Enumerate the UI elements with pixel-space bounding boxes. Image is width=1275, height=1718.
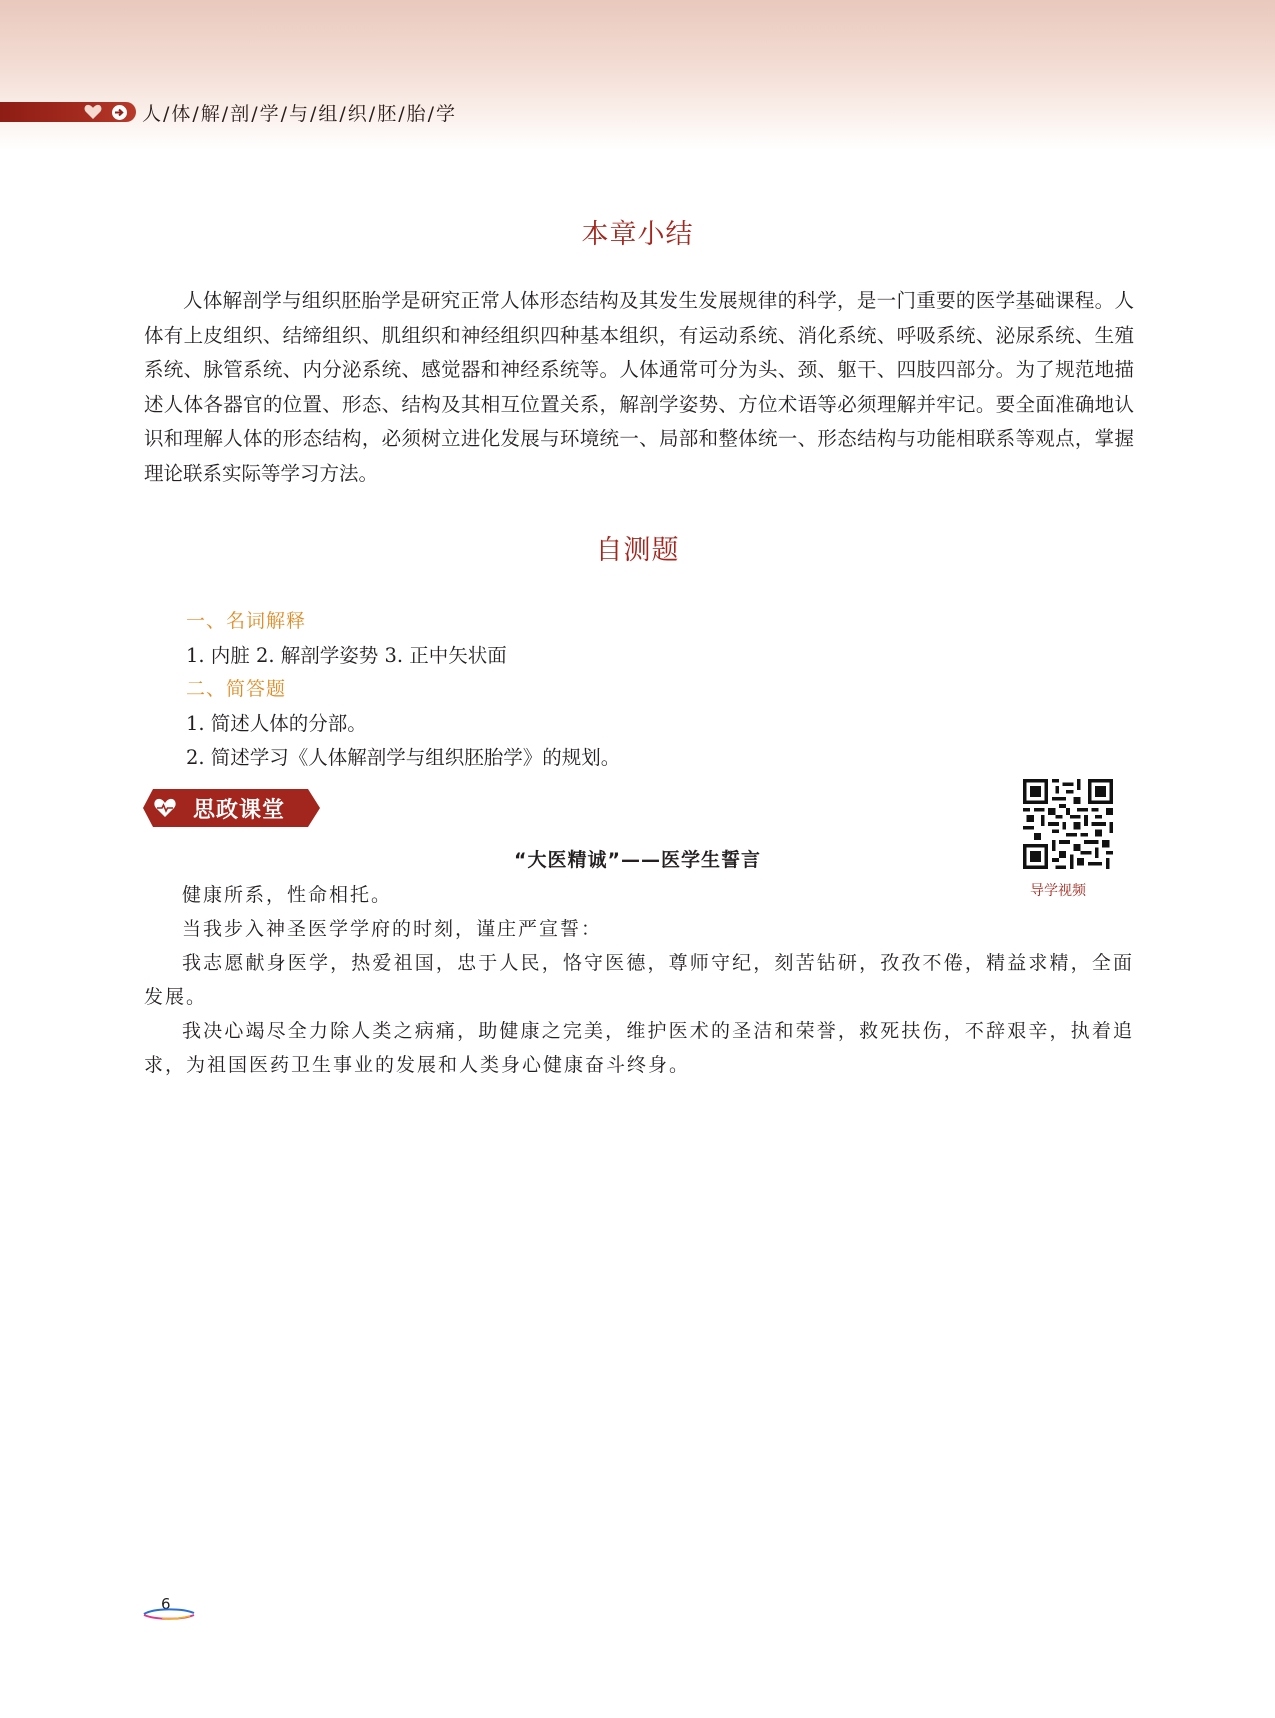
header-background — [0, 0, 1275, 150]
oath-paragraph: 我决心竭尽全力除人类之病痛，助健康之完美，维护医术的圣洁和荣誉，救死扶伤，不辞艰辛，执着追求，为祖国医药卫生事业的发展和人类身心健康奋斗终身。 — [144, 1020, 1134, 1076]
short-answer-item: 1. 简述人体的分部。 — [186, 712, 367, 735]
term-definition-items: 1. 内脏 2. 解剖学姿势 3. 正中矢状面 — [186, 644, 507, 667]
summary-body: 人体解剖学与组织胚胎学是研究正常人体形态结构及其发生发展规律的科学，是一门重要的医学基础课程。人体有上皮组织、结缔组织、肌组织和神经组织四种基本组织，有运动系统、消化系统、呼吸系统、泌尿系统、生殖系统、脉管系统、内分泌系统、感觉器和神经系统等。人体通常可分为头、颈、躯干、四肢四部分。为了规范地描述人体各器官的位置、形态、结构及其相互位置关系，解剖学姿势、方位术语等必须理解并牢记。要全面准确地认识和理解人体的形态结构，必须树立进化发展与环境统一、局部和整体统一、形态结构与功能相联系等观点，掌握理论联系实际等学习方法。 — [144, 289, 1134, 485]
self-test-title: 自测题 — [595, 535, 680, 566]
oath-paragraph: 健康所系，性命相托。 — [182, 884, 393, 906]
arrow-right-circle-icon — [111, 104, 128, 121]
running-title: 人/体/解/剖/学/与/组/织/胚/胎/学 — [142, 103, 458, 125]
page-number: 6 — [161, 1595, 171, 1613]
summary-title: 本章小结 — [581, 219, 694, 250]
oath-title: “大医精诚”——医学生誓言 — [514, 849, 761, 871]
qr-caption: 导学视频 — [1030, 883, 1086, 899]
page-number-swoosh-icon — [142, 1608, 196, 1620]
heart-pulse-icon — [154, 798, 176, 818]
oath-paragraph: 我志愿献身医学，热爱祖国，忠于人民，恪守医德，尊师守纪，刻苦钻研，孜孜不倦，精益求精，全面发展。 — [144, 952, 1134, 1008]
short-answer-item: 2. 简述学习《人体解剖学与组织胚胎学》的规划。 — [186, 746, 621, 769]
term-definition-heading: 一、名词解释 — [186, 610, 307, 632]
heart-icon — [84, 104, 102, 120]
ideology-banner-label: 思政课堂 — [193, 798, 286, 823]
short-answer-heading: 二、简答题 — [186, 678, 287, 700]
oath-paragraph: 当我步入神圣医学学府的时刻，谨庄严宣誓： — [182, 918, 603, 940]
